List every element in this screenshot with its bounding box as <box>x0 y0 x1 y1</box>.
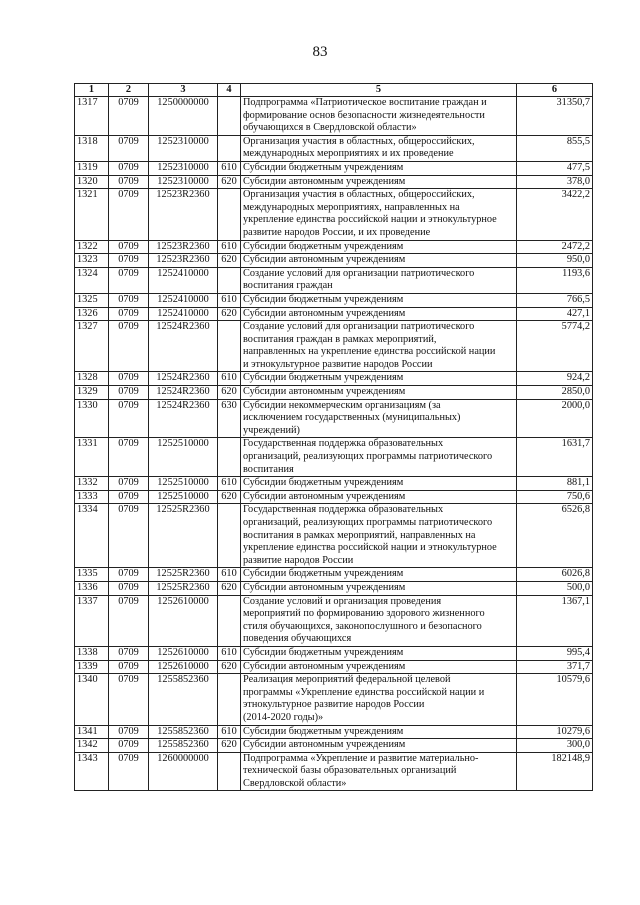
table-row <box>75 307 593 321</box>
row-number: 1317 <box>75 97 109 136</box>
amount: 881,1 <box>517 477 593 491</box>
column-header-3: 3 <box>149 84 218 97</box>
item-name <box>241 739 517 753</box>
row-number: 1342 <box>75 739 109 753</box>
target-article-code: 1255852360 <box>149 674 218 725</box>
expense-type-code: 620 <box>218 386 241 400</box>
row-number: 1319 <box>75 161 109 175</box>
section-code: 0709 <box>109 321 149 372</box>
amount: 371,7 <box>517 660 593 674</box>
row-number: 1322 <box>75 240 109 254</box>
target-article-code: 12524R2360 <box>149 399 218 438</box>
table-row <box>75 175 593 189</box>
item-name-line: Субсидии автономным учреждениям <box>243 175 406 187</box>
expense-type-code: 610 <box>218 240 241 254</box>
section-code: 0709 <box>109 240 149 254</box>
amount: 3422,2 <box>517 189 593 240</box>
item-name-line: Субсидии автономным учреждениям <box>243 660 406 672</box>
item-name <box>241 581 517 595</box>
item-name-line: Субсидии бюджетным учреждениям <box>243 646 404 658</box>
item-name-line: Организация участия в областных, общероссийских, <box>243 135 475 147</box>
amount: 2850,0 <box>517 386 593 400</box>
amount: 6526,8 <box>517 504 593 568</box>
amount: 31350,7 <box>517 97 593 136</box>
item-name <box>241 307 517 321</box>
page-number: 83 <box>312 44 328 60</box>
section-code: 0709 <box>109 752 149 791</box>
amount: 10579,6 <box>517 674 593 725</box>
row-number: 1327 <box>75 321 109 372</box>
item-name <box>241 321 517 372</box>
section-code: 0709 <box>109 293 149 307</box>
item-name-line: воспитания граждан <box>243 280 333 292</box>
row-number: 1320 <box>75 175 109 189</box>
target-article-code: 1252510000 <box>149 490 218 504</box>
expense-type-code <box>218 595 241 646</box>
item-name-line: Создание условий для организации патриотического <box>243 321 475 333</box>
item-name-line: укрепление единства российской нации и этнокультурное <box>243 542 497 554</box>
amount: 6026,8 <box>517 568 593 582</box>
amount: 378,0 <box>517 175 593 189</box>
row-number: 1324 <box>75 267 109 293</box>
item-name-line: Субсидии бюджетным учреждениям <box>243 293 404 305</box>
item-name <box>241 372 517 386</box>
table-row <box>75 660 593 674</box>
column-header-4: 4 <box>218 84 241 97</box>
item-name-line: Государственная поддержка образовательных <box>243 504 444 516</box>
item-name-line: формирование основ безопасности жизнедеятельности <box>243 109 485 121</box>
amount: 477,5 <box>517 161 593 175</box>
target-article-code: 1252310000 <box>149 161 218 175</box>
target-article-code: 1252310000 <box>149 135 218 161</box>
item-name-line: Государственная поддержка образовательных <box>243 438 444 450</box>
expense-type-code: 630 <box>218 399 241 438</box>
expense-type-code: 610 <box>218 477 241 491</box>
expense-type-code: 610 <box>218 646 241 660</box>
target-article-code: 12525R2360 <box>149 504 218 568</box>
expense-type-code: 620 <box>218 490 241 504</box>
item-name <box>241 189 517 240</box>
section-code: 0709 <box>109 307 149 321</box>
section-code: 0709 <box>109 477 149 491</box>
amount: 1367,1 <box>517 595 593 646</box>
target-article-code: 1252510000 <box>149 438 218 477</box>
target-article-code: 12524R2360 <box>149 372 218 386</box>
amount: 10279,6 <box>517 725 593 739</box>
expense-type-code: 620 <box>218 660 241 674</box>
expense-type-code: 610 <box>218 293 241 307</box>
item-name-line: Субсидии автономным учреждениям <box>243 581 406 593</box>
item-name-line: Субсидии автономным учреждениям <box>243 739 406 751</box>
target-article-code: 12525R2360 <box>149 568 218 582</box>
section-code: 0709 <box>109 646 149 660</box>
expense-type-code: 610 <box>218 725 241 739</box>
column-header-1: 1 <box>75 84 109 97</box>
table-row <box>75 267 593 293</box>
amount: 427,1 <box>517 307 593 321</box>
target-article-code: 12525R2360 <box>149 581 218 595</box>
table-row <box>75 477 593 491</box>
section-code: 0709 <box>109 135 149 161</box>
expense-type-code <box>218 321 241 372</box>
row-number: 1343 <box>75 752 109 791</box>
table-row <box>75 646 593 660</box>
item-name <box>241 267 517 293</box>
item-name-line: этнокультурное развитие народов России <box>243 699 425 711</box>
item-name-line: поведения обучающихся <box>243 633 352 645</box>
table-row <box>75 725 593 739</box>
item-name-line: воспитания <box>243 463 294 475</box>
row-number: 1318 <box>75 135 109 161</box>
expense-type-code <box>218 504 241 568</box>
item-name-line: развитие народов России <box>243 554 354 566</box>
item-name <box>241 135 517 161</box>
row-number: 1332 <box>75 477 109 491</box>
item-name-line: (2014-2020 годы)» <box>243 711 324 723</box>
section-code: 0709 <box>109 254 149 268</box>
expense-type-code <box>218 674 241 725</box>
item-name-line: Субсидии некоммерческим организациям (за <box>243 399 441 411</box>
expense-type-code: 620 <box>218 175 241 189</box>
table-row <box>75 321 593 372</box>
section-code: 0709 <box>109 372 149 386</box>
target-article-code: 1252410000 <box>149 267 218 293</box>
section-code: 0709 <box>109 660 149 674</box>
table-row <box>75 135 593 161</box>
expense-type-code: 620 <box>218 307 241 321</box>
expense-type-code <box>218 189 241 240</box>
item-name-line: направленных на укрепление единства российской нации <box>243 346 496 358</box>
amount: 2000,0 <box>517 399 593 438</box>
target-article-code: 1252610000 <box>149 660 218 674</box>
item-name-line: Субсидии бюджетным учреждениям <box>243 240 404 252</box>
item-name <box>241 568 517 582</box>
item-name-line: международных мероприятиях, направленных на <box>243 201 460 213</box>
table-row <box>75 739 593 753</box>
target-article-code: 1255852360 <box>149 725 218 739</box>
table-row <box>75 293 593 307</box>
row-number: 1336 <box>75 581 109 595</box>
row-number: 1326 <box>75 307 109 321</box>
item-name-line: Субсидии автономным учреждениям <box>243 254 406 266</box>
item-name-line: Субсидии бюджетным учреждениям <box>243 161 404 173</box>
amount: 5774,2 <box>517 321 593 372</box>
section-code: 0709 <box>109 674 149 725</box>
target-article-code: 1252410000 <box>149 307 218 321</box>
row-number: 1331 <box>75 438 109 477</box>
amount: 950,0 <box>517 254 593 268</box>
amount: 500,0 <box>517 581 593 595</box>
section-code: 0709 <box>109 189 149 240</box>
amount: 2472,2 <box>517 240 593 254</box>
amount: 182148,9 <box>517 752 593 791</box>
row-number: 1328 <box>75 372 109 386</box>
row-number: 1321 <box>75 189 109 240</box>
item-name <box>241 725 517 739</box>
item-name-line: технической базы образовательных организаций <box>243 765 457 777</box>
row-number: 1330 <box>75 399 109 438</box>
item-name <box>241 240 517 254</box>
section-code: 0709 <box>109 725 149 739</box>
item-name-line: учреждений) <box>243 424 300 436</box>
target-article-code: 12523R2360 <box>149 189 218 240</box>
item-name-line: обучающихся в Свердловской области» <box>243 122 417 134</box>
target-article-code: 1255852360 <box>149 739 218 753</box>
item-name <box>241 674 517 725</box>
row-number: 1338 <box>75 646 109 660</box>
section-code: 0709 <box>109 438 149 477</box>
table-row <box>75 97 593 136</box>
expense-type-code <box>218 438 241 477</box>
item-name-line: Субсидии бюджетным учреждениям <box>243 725 404 737</box>
item-name <box>241 438 517 477</box>
amount: 1193,6 <box>517 267 593 293</box>
target-article-code: 12523R2360 <box>149 240 218 254</box>
amount: 300,0 <box>517 739 593 753</box>
table-row <box>75 254 593 268</box>
item-name-line: воспитания в рамках мероприятий, направленных на <box>243 529 476 541</box>
table-row <box>75 189 593 240</box>
table-row <box>75 490 593 504</box>
item-name <box>241 399 517 438</box>
item-name-line: и этнокультурное развитие народов России <box>243 358 433 370</box>
section-code: 0709 <box>109 175 149 189</box>
item-name <box>241 490 517 504</box>
amount: 1631,7 <box>517 438 593 477</box>
amount: 766,5 <box>517 293 593 307</box>
amount: 924,2 <box>517 372 593 386</box>
item-name-line: Субсидии автономным учреждениям <box>243 386 406 398</box>
expense-type-code: 620 <box>218 254 241 268</box>
row-number: 1334 <box>75 504 109 568</box>
table-row <box>75 240 593 254</box>
row-number: 1339 <box>75 660 109 674</box>
target-article-code: 1260000000 <box>149 752 218 791</box>
expense-type-code <box>218 97 241 136</box>
section-code: 0709 <box>109 581 149 595</box>
amount: 995,4 <box>517 646 593 660</box>
table-row <box>75 568 593 582</box>
table-row <box>75 372 593 386</box>
expense-type-code: 610 <box>218 568 241 582</box>
item-name-line: Свердловской области» <box>243 777 347 789</box>
item-name <box>241 254 517 268</box>
item-name-line: укрепление единства российской нации и этнокультурное <box>243 214 497 226</box>
item-name-line: Субсидии бюджетным учреждениям <box>243 477 404 489</box>
item-name-line: Подпрограмма «Укрепление и развитие материально- <box>243 752 479 764</box>
item-name-line: воспитания граждан в рамках мероприятий, <box>243 333 437 345</box>
target-article-code: 1252610000 <box>149 595 218 646</box>
item-name-line: организаций, реализующих программы патриотического <box>243 451 493 463</box>
item-name <box>241 646 517 660</box>
section-code: 0709 <box>109 490 149 504</box>
section-code: 0709 <box>109 739 149 753</box>
item-name-line: Субсидии автономным учреждениям <box>243 307 406 319</box>
column-header-2: 2 <box>109 84 149 97</box>
item-name <box>241 386 517 400</box>
target-article-code: 1252510000 <box>149 477 218 491</box>
target-article-code: 12523R2360 <box>149 254 218 268</box>
expense-type-code <box>218 752 241 791</box>
table-row <box>75 595 593 646</box>
column-header-6: 6 <box>517 84 593 97</box>
section-code: 0709 <box>109 568 149 582</box>
expense-type-code <box>218 267 241 293</box>
amount: 855,5 <box>517 135 593 161</box>
item-name-line: мероприятий по формированию здорового жизненного <box>243 608 485 620</box>
section-code: 0709 <box>109 504 149 568</box>
table-row <box>75 752 593 791</box>
item-name-line: стиля обучающихся, законопослушного и безопасного <box>243 620 482 632</box>
section-code: 0709 <box>109 595 149 646</box>
section-code: 0709 <box>109 161 149 175</box>
table-row <box>75 504 593 568</box>
item-name-line: развитие народов России, и их проведение <box>243 226 431 238</box>
expense-type-code: 610 <box>218 372 241 386</box>
row-number: 1335 <box>75 568 109 582</box>
target-article-code: 12524R2360 <box>149 321 218 372</box>
item-name <box>241 504 517 568</box>
table-row <box>75 438 593 477</box>
section-code: 0709 <box>109 267 149 293</box>
item-name-line: Подпрограмма «Патриотическое воспитание граждан и <box>243 97 487 108</box>
section-code: 0709 <box>109 97 149 136</box>
target-article-code: 1250000000 <box>149 97 218 136</box>
target-article-code: 1252610000 <box>149 646 218 660</box>
item-name <box>241 293 517 307</box>
column-header-5: 5 <box>241 84 517 97</box>
expense-type-code: 620 <box>218 739 241 753</box>
row-number: 1340 <box>75 674 109 725</box>
expense-type-code: 620 <box>218 581 241 595</box>
table-row <box>75 386 593 400</box>
row-number: 1341 <box>75 725 109 739</box>
item-name-line: международных мероприятиях и их проведение <box>243 148 454 160</box>
target-article-code: 1252310000 <box>149 175 218 189</box>
target-article-code: 12524R2360 <box>149 386 218 400</box>
table-row <box>75 674 593 725</box>
item-name <box>241 97 517 136</box>
row-number: 1333 <box>75 490 109 504</box>
item-name <box>241 477 517 491</box>
amount: 750,6 <box>517 490 593 504</box>
table-body <box>75 97 593 791</box>
item-name-line: Организация участия в областных, общероссийских, <box>243 189 475 201</box>
item-name-line: организаций, реализующих программы патриотического <box>243 517 493 528</box>
item-name <box>241 595 517 646</box>
item-name-line: Создание условий и организация проведения <box>243 595 442 607</box>
target-article-code: 1252410000 <box>149 293 218 307</box>
row-number: 1323 <box>75 254 109 268</box>
item-name-line: программы «Укрепление единства российской нации и <box>243 686 485 698</box>
item-name <box>241 660 517 674</box>
item-name-line: Субсидии бюджетным учреждениям <box>243 568 404 580</box>
expense-type-code <box>218 135 241 161</box>
item-name-line: исключением государственных (муниципальных) <box>243 412 461 424</box>
row-number: 1329 <box>75 386 109 400</box>
item-name <box>241 161 517 175</box>
budget-table <box>74 83 593 791</box>
table-row <box>75 399 593 438</box>
expense-type-code: 610 <box>218 161 241 175</box>
item-name <box>241 752 517 791</box>
header-row <box>75 84 593 97</box>
row-number: 1337 <box>75 595 109 646</box>
item-name-line: Субсидии бюджетным учреждениям <box>243 372 404 384</box>
item-name-line: Субсидии автономным учреждениям <box>243 490 406 502</box>
item-name <box>241 175 517 189</box>
table-row <box>75 581 593 595</box>
item-name-line: Создание условий для организации патриотического <box>243 267 475 279</box>
table-row <box>75 161 593 175</box>
item-name-line: Реализация мероприятий федеральной целевой <box>243 674 451 686</box>
section-code: 0709 <box>109 399 149 438</box>
row-number: 1325 <box>75 293 109 307</box>
section-code: 0709 <box>109 386 149 400</box>
